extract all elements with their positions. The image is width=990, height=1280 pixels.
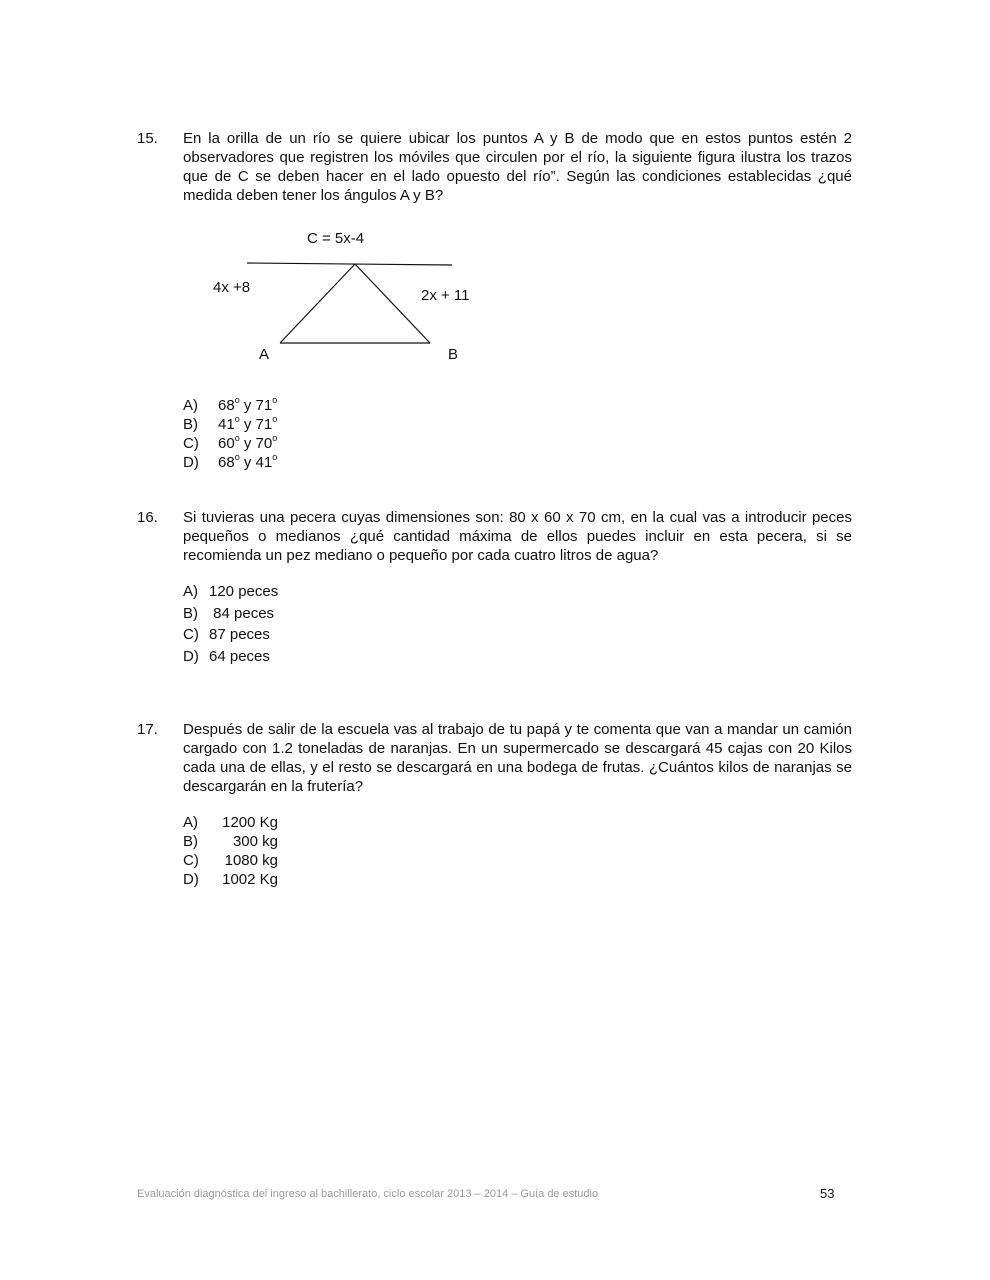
option-text: 87 peces [209,626,270,643]
option-letter: C) [183,626,199,643]
option-text: 1002 Kg [222,871,278,888]
question-number: 15. [137,130,158,147]
answer-options [183,813,278,889]
option-text: 64 peces [209,647,270,665]
answer-option-c[interactable] [183,851,278,870]
answer-option-b[interactable] [183,603,278,625]
option-text: 1080 kg [224,852,278,869]
triangle-figure [200,222,500,372]
option-letter: C) [183,852,199,869]
question-number: 16. [137,509,158,526]
page-number: 53 [820,1186,835,1201]
answer-option-a[interactable] [183,813,278,832]
answer-options [183,396,277,472]
question-text: Después de salir de la escuela vas al trabajo de tu papá y te comenta que van a mandar un camión cargado con 1.2 toneladas de naranjas. En un supermercado se descargará 45 cajas con 20 Kilos cada una de ellas, y el resto se descargará en una bodega de frutas. ¿Cuántos kilos de naranjas se descargarán en la frutería? [183,721,852,795]
option-letter: A) [183,814,198,831]
option-letter: D) [183,454,199,471]
answer-option-c[interactable] [183,624,278,646]
answer-option-d[interactable] [183,646,278,668]
angle-c-label: C = 5x-4 [307,230,365,247]
triangle-side-bc [355,264,430,343]
vertex-b-label: B [448,346,459,363]
option-text: 120 peces [209,583,279,600]
option-letter: D) [183,871,199,888]
question-text: Si tuvieras una pecera cuyas dimensiones son: 80 x 60 x 70 cm, en la cual vas a introducir peces pequeños o medianos ¿qué cantidad máxima de ellos puedes incluir en esta pecera, si se recomienda un pez mediano o pequeño por cada cuatro litros de agua? [183,509,852,564]
page-footer: Evaluación diagnóstica del ingreso al bachillerato, ciclo escolar 2013 – 2014 – Guía de estudio [137,1188,599,1200]
option-letter: C) [183,435,199,452]
river-bank-line [247,263,452,265]
option-letter: B) [183,604,198,622]
question-text: En la orilla de un río se quiere ubicar los puntos A y B de modo que en estos puntos estén 2 observadores que registren los móviles que circulen por el río, la siguiente figura ilustra los trazos que de C se deben hacer en el lado opuesto del río”. Según las condiciones establecidas ¿qué medida deben tener los ángulos A y B? [183,130,852,204]
option-letter: D) [183,647,199,665]
answer-option-a[interactable] [183,581,278,603]
option-text: 68$^o$ y 71$^o$ [218,395,278,414]
answer-options [183,581,278,667]
option-text: 41$^o$ y 71$^o$ [218,414,278,433]
option-text: 68$^o$ y 41$^o$ [218,452,278,471]
vertex-a-label: A [259,346,270,363]
answer-option-b[interactable] [183,415,277,434]
question-number: 17. [137,721,158,738]
option-letter: A) [183,397,198,414]
option-letter: A) [183,583,198,600]
option-letter: B) [183,416,198,433]
option-text: 84 peces [209,604,275,622]
answer-option-b[interactable] [183,832,278,851]
option-letter: B) [183,833,198,850]
triangle-side-ac [280,264,355,343]
option-text: 300 kg [232,833,278,850]
answer-option-d[interactable] [183,870,278,889]
option-text: 1200 Kg [222,814,278,831]
angle-a-expression: 4x +8 [213,279,251,296]
angle-b-expression: 2x + 11 [421,287,470,304]
answer-option-c[interactable] [183,434,277,453]
option-text: 60$^o$ y 70$^o$ [218,433,278,452]
answer-option-d[interactable] [183,453,277,472]
answer-option-a[interactable] [183,396,277,415]
